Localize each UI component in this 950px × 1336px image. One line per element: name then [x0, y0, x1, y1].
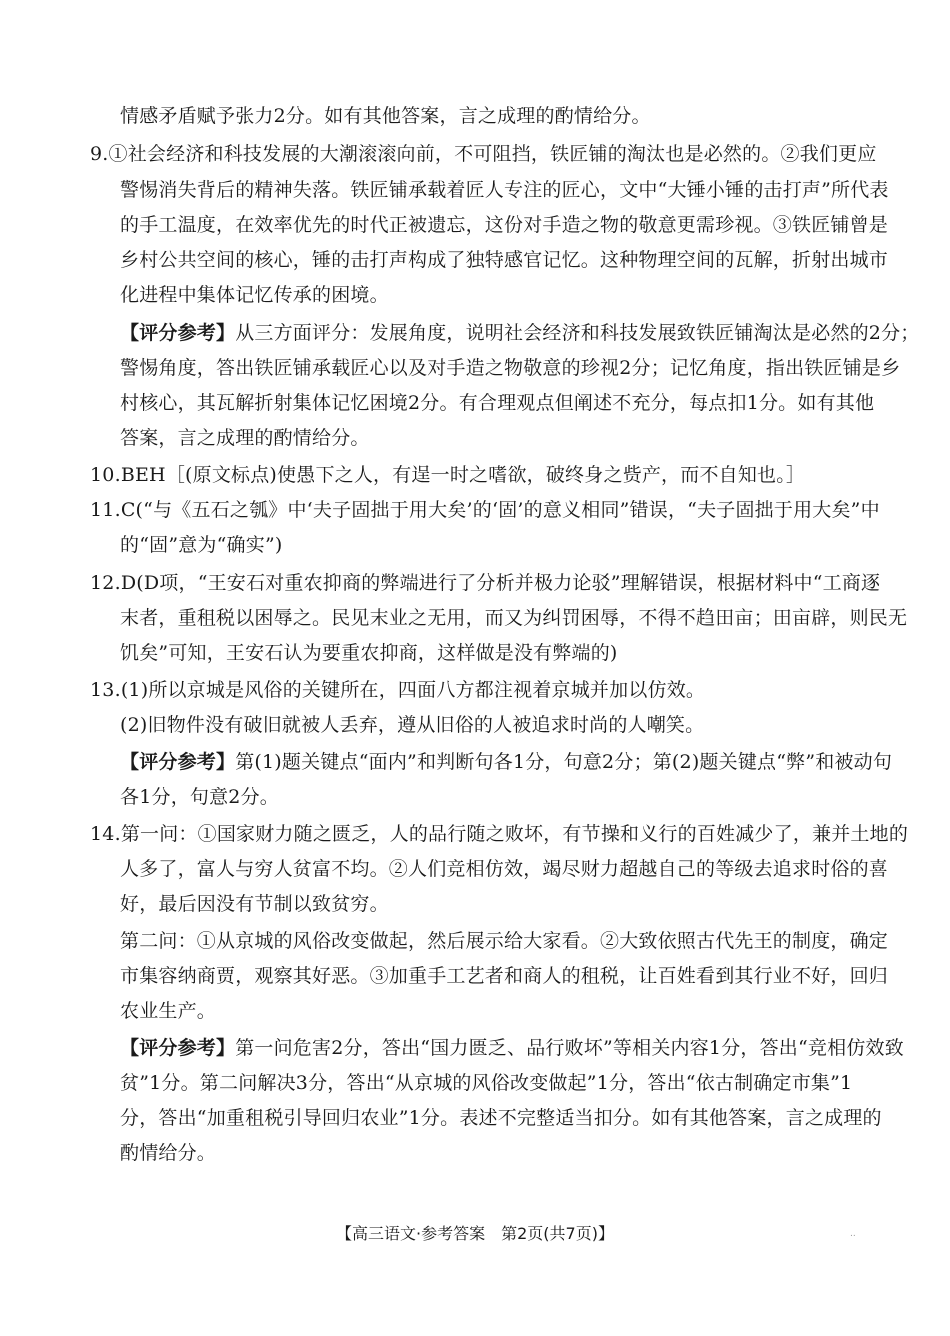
line-text: 饥矣”可知，王安石认为要重农抑商，这样做是没有弊端的): [120, 642, 618, 664]
text-line: [120, 320, 920, 346]
text-line: [120, 355, 900, 381]
line-text: 答案，言之成理的酌情给分。: [120, 427, 370, 449]
scoring-reference-tag: 【评分参考】: [120, 751, 236, 773]
line-text: 农业生产。: [120, 1000, 217, 1022]
text-line: [120, 177, 889, 203]
text-line: [90, 677, 705, 703]
text-line: [90, 141, 877, 167]
text-line: [120, 891, 389, 917]
text-line: [120, 605, 907, 631]
line-text: 好，最后因没有节制以致贫穷。: [120, 893, 389, 915]
scoring-reference-tag: 【评分参考】: [120, 1037, 236, 1059]
line-text: 化进程中集体记忆传承的困境。: [120, 284, 389, 306]
line-text: 各1分，句意2分。: [120, 786, 279, 808]
scoring-reference-tag: 【评分参考】: [120, 322, 236, 344]
text-line: [120, 784, 279, 810]
text-line: [120, 963, 888, 989]
text-line: [120, 1140, 216, 1166]
text-line: [120, 1070, 852, 1096]
text-line: [120, 425, 370, 451]
line-text: (2)旧物件没有破旧就被人丢弃，遵从旧俗的人被追求时尚的人嘲笑。: [120, 714, 705, 736]
line-text: 12.D(D项，“王安石对重农抑商的弊端进行了分析并极力论驳”理解错误，根据材料中“工商逐: [90, 572, 881, 594]
line-text: 警惕消失背后的精神失落。铁匠铺承载着匠人专注的匠心，文中“大锤小锤的击打声”所代表: [120, 179, 889, 201]
line-text: 乡村公共空间的核心，锤的击打声构成了独特感官记忆。这种物理空间的瓦解，折射出城市: [120, 249, 889, 271]
text-line: [120, 1105, 882, 1131]
text-line: [120, 532, 282, 558]
line-text: 11.C(“与《五石之瓠》中‘夫子固拙于用大矣’的‘固’的意义相同”错误，“夫子固拙于用大矣”中: [90, 499, 880, 521]
line-text: 酌情给分。: [120, 1142, 217, 1164]
text-line: [120, 1035, 904, 1061]
line-text: 贫”1分。第二问解决3分，答出“从京城的风俗改变做起”1分，答出“依古制确定市集”1: [120, 1072, 853, 1094]
text-line: [120, 640, 618, 666]
corner-mark: ..: [850, 1229, 856, 1239]
line-text: 人多了，富人与穷人贫富不均。②人们竞相仿效，竭尽财力超越自己的等级去追求时俗的喜: [120, 858, 889, 880]
line-text: 的“固”意为“确实”): [120, 534, 283, 556]
text-line: [90, 497, 880, 523]
line-text: 第一问危害2分，答出“国力匮乏、品行败坏”等相关内容1分，答出“竞相仿效致: [235, 1037, 904, 1059]
line-text: 14.第一问：①国家财力随之匮乏，人的品行随之败坏，有节操和义行的百姓减少了，兼并土地的: [90, 823, 909, 845]
line-text: 第(1)题关键点“面内”和判断句各1分，句意2分；第(2)题关键点“弊”和被动句: [235, 751, 893, 773]
line-text: 情感矛盾赋予张力2分。如有其他答案，言之成理的酌情给分。: [120, 105, 651, 127]
line-text: 13.(1)所以京城是风俗的关键所在，四面八方都注视着京城并加以仿效。: [90, 679, 706, 701]
text-line: [120, 928, 888, 954]
text-line: [120, 998, 216, 1024]
text-line: [120, 712, 704, 738]
text-line: [120, 282, 389, 308]
text-line: [120, 856, 888, 882]
line-text: 第二问：①从京城的风俗改变做起，然后展示给大家看。②大致依照古代先王的制度，确定: [120, 930, 889, 952]
text-line: [120, 212, 888, 238]
line-text: 末者，重租税以困辱之。民见末业之无用，而又为纠罚困辱，不得不趋田亩；田亩辟，则民无: [120, 607, 908, 629]
line-text: 村核心，其瓦解折射集体记忆困境2分。有合理观点但阐述不充分，每点扣1分。如有其他: [120, 392, 875, 414]
line-text: 的手工温度，在效率优先的时代正被遗忘，这份对手造之物的敬意更需珍视。③铁匠铺曾是: [120, 214, 889, 236]
page-footer: 【高三语文·参考答案 第2页(共7页)】: [336, 1224, 614, 1243]
text-line: [90, 821, 908, 847]
line-text: 9.①社会经济和科技发展的大潮滚滚向前，不可阻挡，铁匠铺的淘汰也是必然的。②我们更应: [90, 143, 877, 165]
line-text: 分，答出“加重租税引导回归农业”1分。表述不完整适当扣分。如有其他答案，言之成理的: [120, 1107, 882, 1129]
line-text: 警惕角度，答出铁匠铺承载匠心以及对手造之物敬意的珍视2分；记忆角度，指出铁匠铺是乡: [120, 357, 901, 379]
text-line: [120, 749, 892, 775]
text-line: [90, 462, 805, 488]
text-line: [90, 570, 880, 596]
text-line: [120, 390, 874, 416]
line-text: 从三方面评分：发展角度，说明社会经济和科技发展致铁匠铺淘汰是必然的2分；: [235, 322, 920, 344]
text-line: [120, 103, 651, 129]
text-line: [120, 247, 888, 273]
line-text: 市集容纳商贾，观察其好恶。③加重手工艺者和商人的租税，让百姓看到其行业不好，回归: [120, 965, 889, 987]
line-text: 10.BEH［(原文标点)使愚下之人，有逞一时之嗜欲，破终身之赀产，而不自知也。］: [90, 464, 806, 486]
